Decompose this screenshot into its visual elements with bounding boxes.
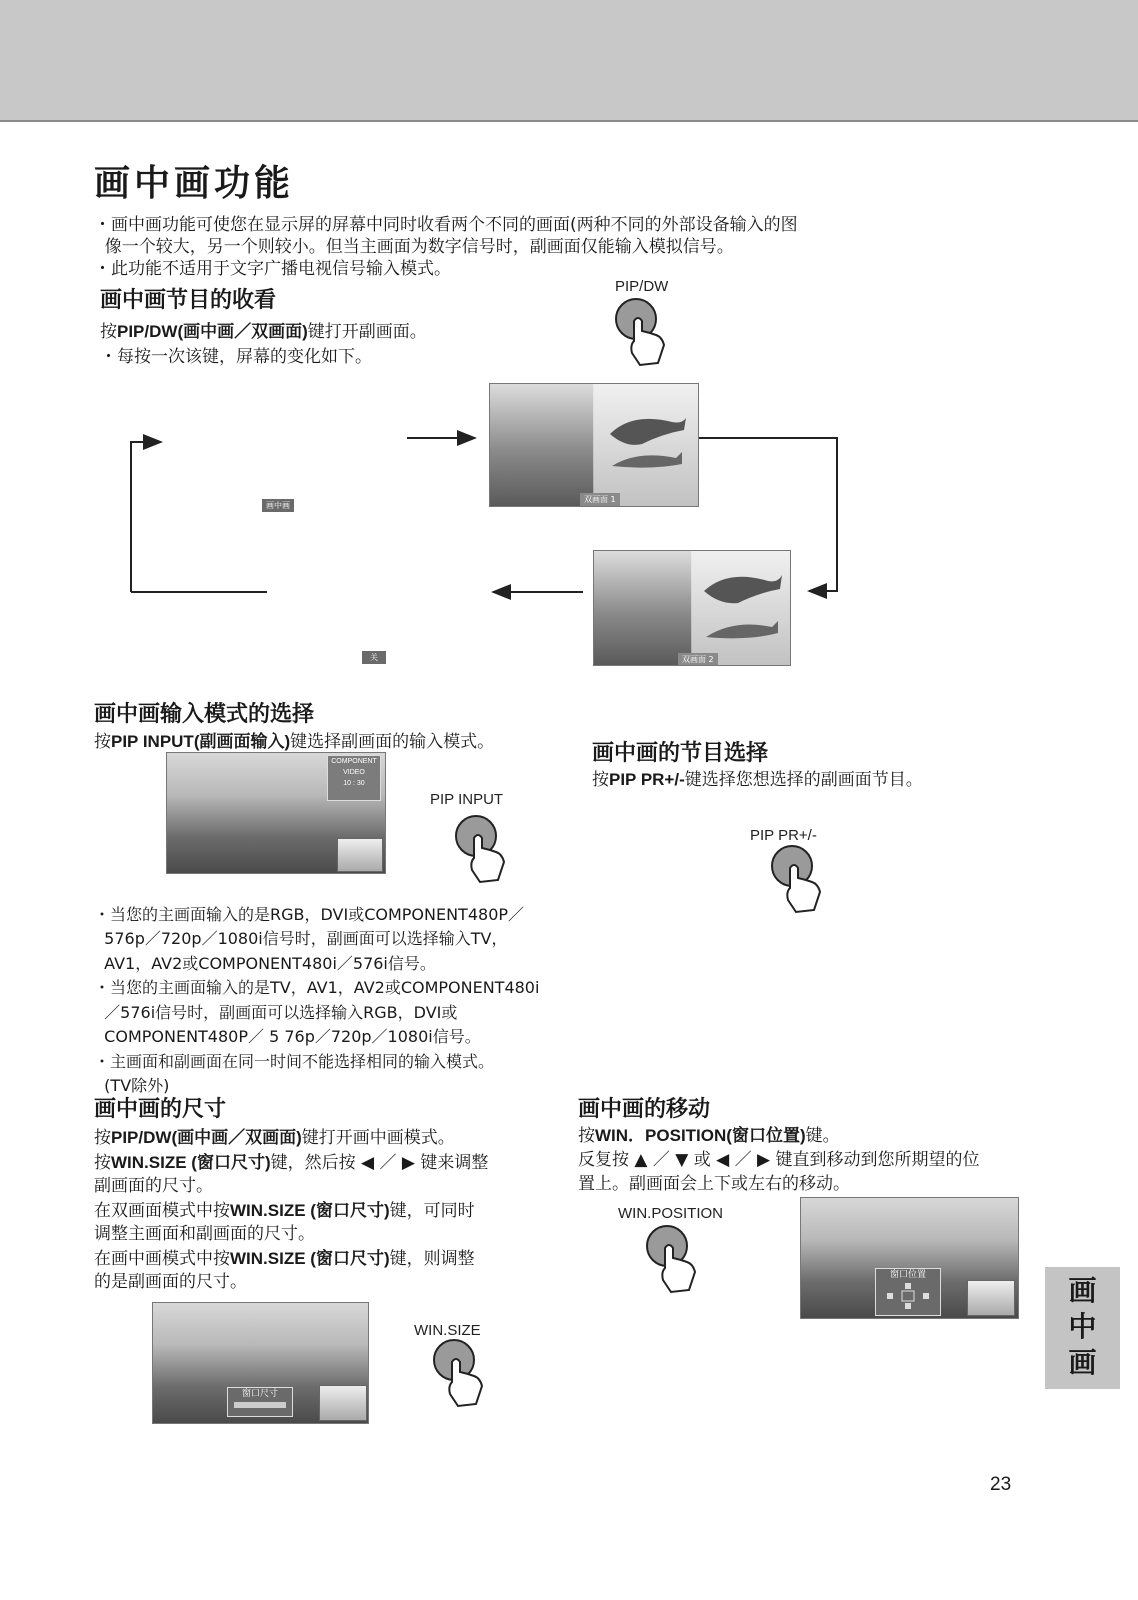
key-name: PIP INPUT(副画面输入) xyxy=(111,732,291,751)
key-name: PIP PR+/- xyxy=(609,770,685,789)
pip-pr-button-press-icon[interactable] xyxy=(768,842,830,914)
main-picture xyxy=(490,384,593,506)
viewing-instruction xyxy=(100,320,427,344)
text: 按 xyxy=(578,1126,595,1146)
win-size-button-label: WIN.SIZE xyxy=(414,1322,481,1339)
osd-size-bar xyxy=(234,1402,286,1408)
win-position-button-label: WIN.POSITION xyxy=(618,1205,723,1222)
mode-label-dual-1: 双画面 1 xyxy=(580,493,620,506)
text: 键打开画中画模式。 xyxy=(301,1128,455,1148)
section-heading-move: 画中画的移动 xyxy=(578,1097,711,1122)
size-line xyxy=(94,1199,488,1224)
text: 键，则调整 xyxy=(389,1248,475,1269)
pip-dw-button-label: PIP/DW xyxy=(615,278,669,295)
input-mode-instruction xyxy=(94,730,494,754)
key-name: WIN．POSITION(窗口位置) xyxy=(595,1126,806,1145)
size-line: 的是副画面的尺寸。 xyxy=(94,1272,247,1292)
chapter-side-tab xyxy=(1045,1267,1120,1389)
text: 按 xyxy=(94,1128,111,1148)
pip-input-button-label: PIP INPUT xyxy=(430,791,504,808)
note-line: COMPONENT480P／ 5 76p／720p／1080i信号。 xyxy=(94,1027,481,1046)
move-line: 反复按 ▲ ／ ▼ 或 ◀ ／ ▶ 键直到移动到您所期望的位 xyxy=(578,1150,980,1170)
move-instructions xyxy=(578,1124,980,1196)
note-line: ・主画面和副画面在同一时间不能选择相同的输入模式。 xyxy=(94,1051,495,1071)
program-instruction xyxy=(592,768,923,792)
section-heading-program: 画中画的节目选择 xyxy=(592,741,769,766)
intro-text xyxy=(94,214,1054,280)
osd-input-panel xyxy=(327,755,381,801)
screen-window-position xyxy=(800,1197,1019,1319)
mode-label-dual-2: 双画面 2 xyxy=(678,653,718,666)
main-picture xyxy=(594,551,691,665)
key-name: WIN.SIZE (窗口尺寸) xyxy=(230,1248,390,1268)
size-line xyxy=(94,1247,488,1272)
page-number: 23 xyxy=(990,1474,1012,1495)
size-line: 副画面的尺寸。 xyxy=(94,1176,213,1196)
note-line: 576p／720p／1080i信号时，副画面可以选择输入TV， xyxy=(94,929,508,948)
pip-dw-button-press-icon[interactable] xyxy=(612,295,674,367)
section-heading-size: 画中画的尺寸 xyxy=(94,1097,227,1122)
text: 键，然后按 ◀ ／ ▶ 键来调整 xyxy=(270,1152,489,1173)
move-line: 置上。副画面会上下或左右的移动。 xyxy=(578,1174,850,1194)
text: 按 xyxy=(592,770,609,790)
side-tab-char: 中 xyxy=(1068,1310,1097,1343)
key-name: PIP/DW(画中画／双画面) xyxy=(117,322,308,341)
note-line: ／576i信号时，副画面可以选择输入RGB，DVI或 xyxy=(94,1002,458,1022)
intro-line: ・画中画功能可使您在显示屏的屏幕中同时收看两个不同的画面(两种不同的外部设备输入的图 xyxy=(94,215,798,235)
size-instructions xyxy=(94,1126,488,1295)
sub-window xyxy=(967,1280,1015,1316)
pip-pr-button-label: PIP PR+/- xyxy=(750,827,817,844)
screen-dual-2 xyxy=(593,550,791,666)
input-mode-notes xyxy=(94,878,594,1123)
text: 键选择副画面的输入模式。 xyxy=(290,732,495,752)
text: 在双画面模式中按 xyxy=(94,1200,230,1221)
note-line: AV1，AV2或COMPONENT480i／576i信号。 xyxy=(94,953,436,973)
dolphin-icon xyxy=(698,561,788,651)
page-title: 画中画功能 xyxy=(94,163,295,204)
move-line xyxy=(578,1124,980,1148)
side-tab-char: 画 xyxy=(1068,1274,1097,1307)
text: 键。 xyxy=(805,1126,840,1146)
text: 键，可同时 xyxy=(389,1200,475,1221)
size-line xyxy=(94,1126,488,1151)
text: 键打开副画面。 xyxy=(307,322,427,342)
dolphin-icon xyxy=(602,404,692,474)
osd-window-size xyxy=(227,1387,293,1417)
osd-title: 窗口尺寸 xyxy=(241,1389,278,1399)
text: 按 xyxy=(100,322,117,342)
mode-label-off: 关 xyxy=(362,651,386,664)
key-name: WIN.SIZE (窗口尺寸) xyxy=(111,1152,271,1172)
note-line: ・当您的主画面输入的是RGB，DVI或COMPONENT480P／ xyxy=(94,904,525,924)
osd-line: VIDEO xyxy=(343,769,365,776)
size-line: 调整主画面和副画面的尺寸。 xyxy=(94,1224,315,1244)
header-band xyxy=(0,0,1138,122)
screen-input-mode xyxy=(166,752,386,874)
sub-window xyxy=(337,838,383,872)
mode-label-pip: 画中画 xyxy=(262,499,294,512)
text: 在画中画模式中按 xyxy=(94,1248,230,1269)
viewing-note: ・每按一次该键，屏幕的变化如下。 xyxy=(100,347,372,367)
size-line xyxy=(94,1151,488,1176)
section-heading-input-mode: 画中画输入模式的选择 xyxy=(94,702,315,727)
text: 键选择您想选择的副画面节目。 xyxy=(684,770,923,790)
osd-window-position xyxy=(875,1268,941,1316)
win-size-button-press-icon[interactable] xyxy=(430,1336,492,1408)
text: 按 xyxy=(94,1152,111,1173)
key-name: PIP/DW(画中画／双画面) xyxy=(111,1128,302,1147)
osd-line: 10 : 30 xyxy=(343,780,365,787)
direction-pad-icon xyxy=(883,1282,933,1310)
screen-dual-1 xyxy=(489,383,699,507)
side-tab-char: 画 xyxy=(1068,1346,1097,1379)
note-line: ・当您的主画面输入的是TV，AV1，AV2或COMPONENT480i xyxy=(94,978,540,997)
sub-window xyxy=(319,1385,367,1421)
text: 按 xyxy=(94,732,111,752)
pip-input-button-press-icon[interactable] xyxy=(452,812,514,884)
osd-line: COMPONENT xyxy=(331,758,377,765)
win-position-button-press-icon[interactable] xyxy=(643,1222,705,1294)
osd-title: 窗口位置 xyxy=(889,1270,926,1280)
key-name: WIN.SIZE (窗口尺寸) xyxy=(230,1200,390,1220)
section-heading-viewing: 画中画节目的收看 xyxy=(100,288,277,313)
note-line: (TV除外) xyxy=(94,1076,170,1095)
screen-window-size xyxy=(152,1302,369,1424)
intro-line: ・此功能不适用于文字广播电视信号输入模式。 xyxy=(94,259,451,279)
intro-line: 像一个较大，另一个则较小。但当主画面为数字信号时，副画面仅能输入模拟信号。 xyxy=(94,237,734,257)
